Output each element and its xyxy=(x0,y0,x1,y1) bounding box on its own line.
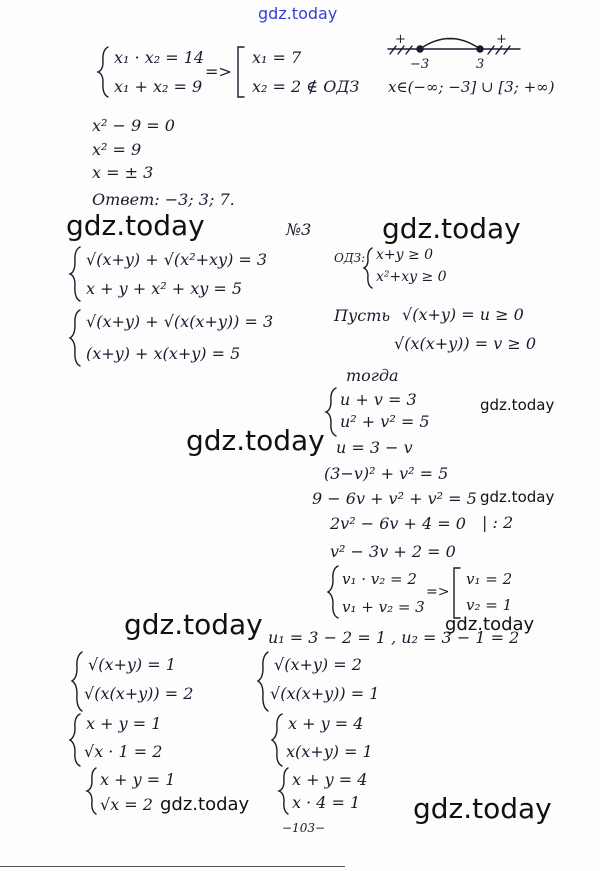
odz-line: x+y ≥ 0 xyxy=(376,247,434,263)
vieta-line: v₁ · v₂ = 2 xyxy=(342,570,417,588)
brace xyxy=(72,652,82,711)
watermark: gdz.today xyxy=(480,396,555,414)
uv-line: u = 3 − v xyxy=(336,438,413,457)
odz-line: x²+xy ≥ 0 xyxy=(376,269,447,285)
equation-line: x² − 9 = 0 xyxy=(92,116,175,135)
system-line: x + y + x² + xy = 5 xyxy=(86,279,243,298)
let-word: Пусть xyxy=(334,306,391,325)
result-line: x₂ = 2 ∉ ОДЗ xyxy=(252,77,360,96)
equation-line: x = ± 3 xyxy=(92,163,154,182)
bottom-rule xyxy=(0,866,345,867)
number-line-point xyxy=(477,46,483,52)
brace xyxy=(70,247,80,301)
implication-arrow: => xyxy=(205,62,232,81)
system-line: (x+y) + x(x+y) = 5 xyxy=(86,344,241,363)
case-line: √(x(x+y)) = 1 xyxy=(270,684,380,703)
case-line: x · 4 = 1 xyxy=(292,793,361,812)
bracket xyxy=(454,568,460,618)
brace xyxy=(364,248,372,288)
watermark: gdz.today xyxy=(258,4,338,23)
case-line: x + y = 4 xyxy=(288,714,364,733)
case-line: x + y = 4 xyxy=(292,770,368,789)
watermark: gdz.today xyxy=(480,488,555,506)
substitution-line: √(x(x+y)) = v ≥ 0 xyxy=(394,334,537,353)
system-line: √(x+y) + √(x(x+y)) = 3 xyxy=(86,312,274,331)
brace xyxy=(258,652,268,711)
answer: Ответ: −3; 3; 7. xyxy=(92,190,235,209)
point-label: 3 xyxy=(476,57,485,72)
vieta-result: v₁ = 2 xyxy=(466,570,513,588)
brace xyxy=(98,47,108,97)
brace xyxy=(328,566,338,618)
brace xyxy=(326,388,336,436)
problem-number: №3 xyxy=(286,220,312,239)
divide-note: | : 2 xyxy=(482,513,514,532)
implication-arrow: => xyxy=(426,584,450,600)
uv-line: u² + v² = 5 xyxy=(340,412,430,431)
uv-line: v² − 3v + 2 = 0 xyxy=(330,542,456,561)
sign-label: + xyxy=(496,32,507,47)
result-line: x₁ = 7 xyxy=(252,48,302,67)
case-line: √x = 2 xyxy=(100,795,153,814)
uv-line: 2v² − 6v + 4 = 0 xyxy=(330,514,466,533)
watermark: gdz.today xyxy=(445,614,535,635)
uv-line: u + v = 3 xyxy=(340,390,417,409)
case-line: √(x+y) = 1 xyxy=(88,655,176,674)
sign-label: − xyxy=(446,32,457,47)
vieta-result: v₂ = 1 xyxy=(466,596,513,614)
uv-line: 9 − 6v + v² + v² = 5 xyxy=(312,489,477,508)
case-line: √x · 1 = 2 xyxy=(84,742,163,761)
odz-label: ОДЗ: xyxy=(334,251,366,265)
watermark: gdz.today xyxy=(124,608,263,641)
watermark: gdz.today xyxy=(186,424,325,457)
vieta-line: v₁ + v₂ = 3 xyxy=(342,598,425,616)
case-line: x + y = 1 xyxy=(100,770,176,789)
case-line: √(x(x+y)) = 2 xyxy=(84,684,194,703)
system-line: x₁ · x₂ = 14 xyxy=(114,48,205,67)
number-line-point xyxy=(417,46,423,52)
equation-line: x² = 9 xyxy=(92,140,142,159)
case-line: √(x+y) = 2 xyxy=(274,655,362,674)
brace xyxy=(87,768,96,814)
number-line-hatch xyxy=(390,46,510,54)
page-number: −103− xyxy=(282,821,326,835)
case-line: x(x+y) = 1 xyxy=(286,742,373,761)
u-values: u₁ = 3 − 2 = 1 , u₂ = 3 − 1 = 2 xyxy=(268,628,520,647)
bracket xyxy=(238,47,244,97)
case-line: x + y = 1 xyxy=(86,714,162,733)
watermark: gdz.today xyxy=(382,212,521,245)
point-label: −3 xyxy=(410,57,430,72)
system-line: x₁ + x₂ = 9 xyxy=(114,77,203,96)
watermark: gdz.today xyxy=(413,792,552,825)
then-word: тогда xyxy=(346,366,399,385)
sign-label: + xyxy=(395,32,406,47)
watermark: gdz.today xyxy=(160,794,250,815)
uv-line: (3−v)² + v² = 5 xyxy=(324,464,449,483)
brace xyxy=(70,310,80,366)
substitution-line: √(x+y) = u ≥ 0 xyxy=(402,305,524,324)
brace xyxy=(279,768,288,814)
system-line: √(x+y) + √(x²+xy) = 3 xyxy=(86,250,268,269)
brace xyxy=(70,714,80,766)
watermark: gdz.today xyxy=(66,209,205,242)
interval: x∈(−∞; −3] ∪ [3; +∞) xyxy=(388,78,555,96)
brace xyxy=(272,714,282,766)
